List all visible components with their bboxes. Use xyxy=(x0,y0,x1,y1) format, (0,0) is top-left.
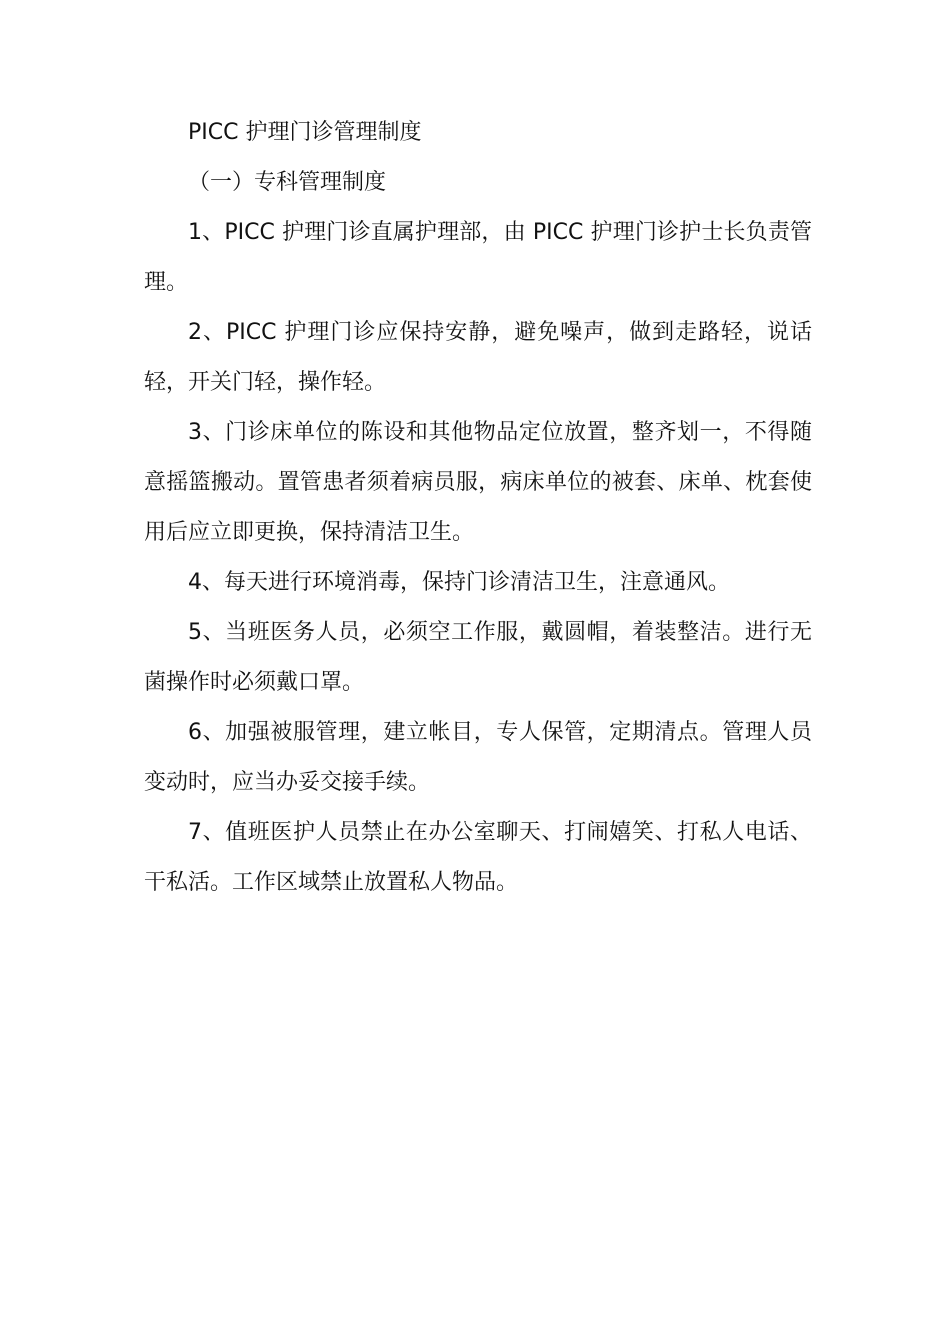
rule-item-2: 2、PICC 护理门诊应保持安静，避免噪声，做到走路轻，说话轻，开关门轻，操作轻。 xyxy=(144,320,812,395)
rule-item-5: 5、当班医务人员，必须空工作服，戴圆帽，着装整洁。进行无菌操作时必须戴口罩。 xyxy=(144,620,812,695)
document-title: PICC 护理门诊管理制度 xyxy=(188,120,422,145)
section-heading: （一）专科管理制度 xyxy=(188,170,387,195)
rule-item-3: 3、门诊床单位的陈设和其他物品定位放置，整齐划一，不得随意摇篮搬动。置管患者须着病员服，病床单位的被套、床单、枕套使用后应立即更换，保持清洁卫生。 xyxy=(144,420,812,545)
document-body xyxy=(144,108,812,908)
rule-item-1: 1、PICC 护理门诊直属护理部，由 PICC 护理门诊护士长负责管理。 xyxy=(144,220,812,295)
rule-item-6: 6、加强被服管理，建立帐目，专人保管，定期清点。管理人员变动时，应当办妥交接手续。 xyxy=(144,720,812,795)
rule-item-4: 4、每天进行环境消毒，保持门诊清洁卫生，注意通风。 xyxy=(188,570,730,595)
rule-item-7: 7、值班医护人员禁止在办公室聊天、打闹嬉笑、打私人电话、干私活。工作区域禁止放置私人物品。 xyxy=(144,820,812,895)
